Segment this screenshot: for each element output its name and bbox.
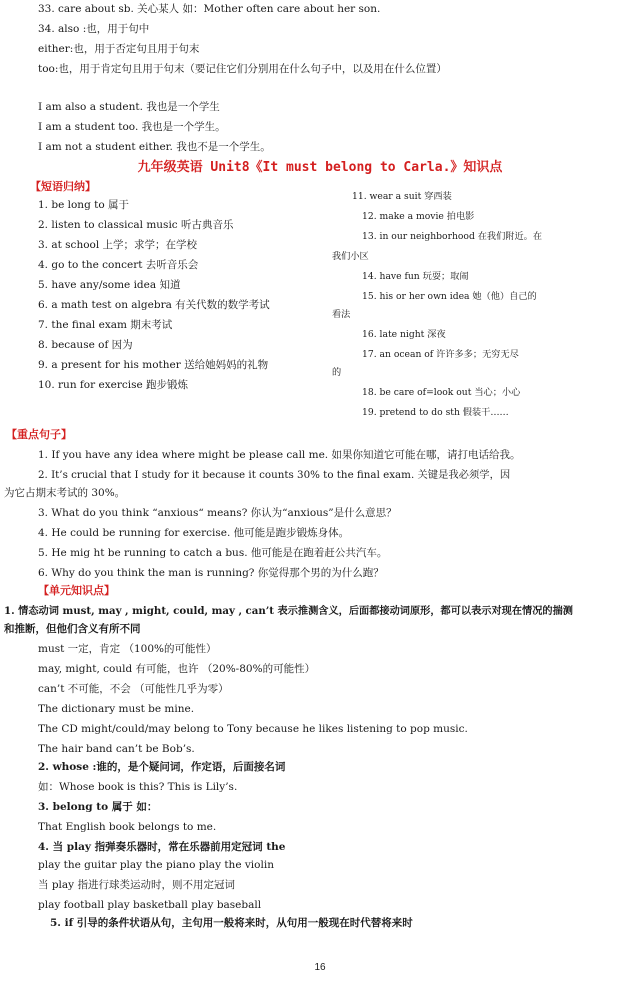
phrase-right-14: 14. have fun 玩耍；取闹 (362, 271, 469, 282)
page-number: 16 (314, 962, 326, 973)
example-play-sports: play football play basketball play baseball (38, 899, 262, 911)
sentence-1: 1. If you have any idea where might be please call me. 如果你知道它可能在哪，请打电话给我。 (38, 449, 521, 461)
phrase-left-2: 2. listen to classical music 听古典音乐 (38, 219, 234, 231)
phrase-left-1: 1. be long to 属于 (38, 199, 130, 211)
phrase-left-3: 3. at school 上学；求学；在学校 (38, 239, 198, 251)
sentence-4: 4. He could be running for exercise. 他可能是跑步锻炼身体。 (38, 527, 350, 539)
phrase-left-9: 9. a present for his mother 送给她妈妈的礼物 (38, 359, 269, 371)
phrase-right-19: 19. pretend to do sth 假装干…… (362, 407, 509, 418)
point-1-line-a: 1. 情态动词 must, may , might, could, may , can’t 表示推测含义，后面都接动词原形，都可以表示对现在情况的揣测 (4, 605, 573, 617)
example-cant: The hair band can’t be Bob’s. (38, 743, 195, 755)
phrase-right-12: 12. make a movie 拍电影 (362, 211, 475, 222)
point-4: 4. 当 play 指弹奏乐器时，常在乐器前用定冠词 the (38, 841, 286, 853)
sentence-5: 5. He mig ht be running to catch a bus. 他可能是在跑着赶公共汽车。 (38, 547, 388, 559)
example-must: The dictionary must be mine. (38, 703, 195, 715)
example-play-instruments: play the guitar play the piano play the violin (38, 859, 274, 871)
line-33: 33. care about sb. 关心某人 如：Mother often care about her son. (38, 3, 381, 15)
phrase-left-6: 6. a math test on algebra 有关代数的数学考试 (38, 299, 270, 311)
line-too: too:也，用于肯定句且用于句末（要记住它们分别用在什么句子中，以及用在什么位置） (38, 63, 447, 75)
point-1-line-b: 和推断，但他们含义有所不同 (4, 623, 141, 635)
phrase-right-15: 15. his or her own idea 她（他）自己的 (362, 291, 537, 302)
must-meaning: must 一定，肯定 （100%的可能性） (38, 643, 217, 655)
sentence-2: 2. It’s crucial that I study for it because it counts 30% to the final exam. 关键是我必须学，因 (38, 469, 511, 481)
unit-title: 九年级英语 Unit8《It must belong to Carla.》知识点 (137, 160, 503, 175)
sentence-6: 6. Why do you think the man is running? 你觉得那个男的为什么跑？ (38, 567, 384, 579)
example-either: I am not a student either. 我也不是一个学生。 (38, 141, 271, 153)
phrases-heading: 【短语归纳】 (30, 180, 96, 193)
phrase-right-11: 11. wear a suit 穿西装 (352, 191, 452, 202)
phrase-left-7: 7. the final exam 期末考试 (38, 319, 173, 331)
line-either: either:也，用于否定句且用于句末 (38, 43, 200, 55)
phrase-right-13: 13. in our neighborhood 在我们附近。在 (362, 231, 543, 242)
knowledge-heading: 【单元知识点】 (38, 584, 115, 597)
example-might: The CD might/could/may belong to Tony because he likes listening to pop music. (38, 723, 468, 735)
play-sports-rule: 当 play 指进行球类运动时，则不用定冠词 (38, 879, 235, 891)
example-belong: That English book belongs to me. (38, 821, 217, 833)
phrase-left-10: 10. run for exercise 跑步锻炼 (38, 379, 189, 391)
example-also: I am also a student. 我也是一个学生 (38, 101, 220, 113)
example-too: I am a student too. 我也是一个学生。 (38, 121, 226, 133)
phrase-right-17-cont: 的 (332, 367, 342, 378)
phrase-right-17: 17. an ocean of 许许多多；无穷无尽 (362, 349, 519, 360)
phrase-right-15-cont: 看法 (332, 309, 351, 320)
sentence-3: 3. What do you think “anxious“ means? 你认为“anxious”是什么意思？ (38, 507, 397, 519)
phrase-left-5: 5. have any/some idea 知道 (38, 279, 181, 291)
phrase-right-16: 16. late night 深夜 (362, 329, 446, 340)
phrase-right-18: 18. be care of=look out 当心；小心 (362, 387, 521, 398)
line-34: 34. also :也，用于句中 (38, 23, 150, 35)
point-2: 2. whose :谁的，是个疑问词，作定语，后面接名词 (38, 761, 286, 773)
phrase-left-4: 4. go to the concert 去听音乐会 (38, 259, 199, 271)
may-meaning: may, might, could 有可能，也许 （20%-80%的可能性） (38, 663, 316, 675)
point-5: 5. if 引导的条件状语从句，主句用一般将来时，从句用一般现在时代替将来时 (50, 917, 413, 929)
sentence-2-cont: 为它占期末考试的 30%。 (4, 487, 126, 499)
phrase-left-8: 8. because of 因为 (38, 339, 133, 351)
sentences-heading: 【重点句子】 (6, 428, 72, 441)
point-3: 3. belong to 属于 如： (38, 801, 158, 813)
example-whose: 如：Whose book is this? This is Lily’s. (38, 781, 238, 793)
cant-meaning: can’t 不可能，不会 （可能性几乎为零） (38, 683, 229, 695)
phrase-right-13-cont: 我们小区 (332, 251, 369, 262)
